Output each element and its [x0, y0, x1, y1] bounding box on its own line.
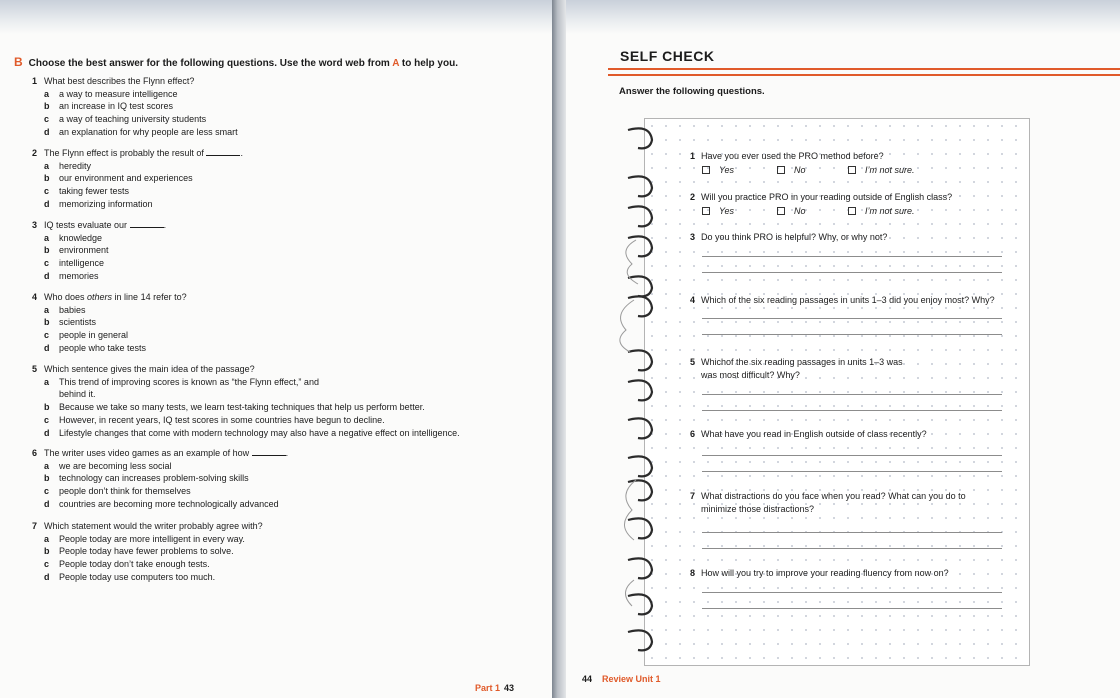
answer-line[interactable] — [702, 592, 1002, 593]
answer-option[interactable]: c intelligence — [44, 258, 105, 269]
page-top-shading — [0, 0, 552, 34]
checkbox-icon — [777, 207, 785, 215]
book-gutter — [552, 0, 566, 698]
section-b-heading — [14, 55, 458, 69]
answer-option[interactable]: c people in general — [44, 330, 129, 341]
answer-option[interactable]: a we are becoming less social — [44, 460, 172, 471]
heading-start: Choose the best answer for the following questions. Use the word web from — [28, 58, 393, 69]
self-check-question-7: 7 What distractions do you face when you read? What can you do to minimize those distractions? — [690, 491, 966, 514]
heading-end: to help you. — [399, 58, 458, 69]
answer-option[interactable]: b our environment and experiences — [44, 173, 193, 184]
title-rule — [608, 68, 1120, 70]
answer-option[interactable]: d people who take tests — [44, 342, 147, 353]
answer-option[interactable]: a knowledge — [44, 232, 103, 243]
title-rule — [608, 74, 1120, 76]
question-text: Which statement would the writer probably agree with? — [44, 521, 263, 531]
answer-option[interactable]: c people don’t think for themselves — [44, 486, 191, 497]
answer-option[interactable]: a People today are more intelligent in every way. — [44, 533, 245, 544]
question-2: 2 The Flynn effect is probably the result of . a heredity b our environment and experiences c taking fewer tests d memorizing information — [32, 148, 243, 209]
answer-line[interactable] — [702, 410, 1002, 411]
self-check-question-1: 1 Have you ever used the PRO method before? — [690, 151, 884, 161]
footer-part: Part 1 — [474, 683, 500, 693]
question-1: 1 What best describes the Flynn effect? a a way to measure intelligence b an increase in IQ test scores c a way of teaching university students d an explanation for why people are less smart — [32, 76, 238, 137]
answer-option[interactable]: d an explanation for why people are less smart — [44, 126, 238, 137]
question-3: 3 IQ tests evaluate our . a knowledge b environment c intelligence d memories — [32, 220, 167, 281]
italic-word: others — [87, 292, 113, 302]
page-number: 44 — [582, 674, 593, 684]
answer-option[interactable]: d People today use computers too much. — [44, 571, 216, 582]
answer-option[interactable]: a This trend of improving scores is known as “the Flynn effect,” and behind it. — [44, 376, 319, 400]
page-footer — [475, 683, 514, 693]
answer-option[interactable]: d Lifestyle changes that come with modern technology may also have a negative effect on intelligence. — [44, 427, 460, 438]
choice-no[interactable]: No — [777, 206, 806, 216]
footer-unit: Review Unit 1 — [602, 674, 661, 684]
answer-line[interactable] — [702, 608, 1002, 609]
question-5: 5 Which sentence gives the main idea of the passage? a This trend of improving scores is known as “the Flynn effect,” and behind it. b Because we take so many tests, we learn test-taking techniques that help us perform better. c However, in recent years, IQ test scores in some countries have begun to decline. d Lifestyle changes that come with modern technology may also have a negative effect on intelligence. — [32, 363, 499, 439]
page-number: 43 — [503, 683, 514, 693]
choice-yes[interactable]: Yes — [702, 165, 734, 175]
answer-option[interactable]: b Because we take so many tests, we learn test-taking techniques that help us perform better. — [44, 402, 425, 413]
answer-option[interactable]: d memorizing information — [44, 198, 153, 209]
self-check-question-4: 4 Which of the six reading passages in units 1–3 did you enjoy most? Why? — [690, 295, 995, 305]
checkbox-icon — [702, 207, 710, 215]
answer-option[interactable]: a heredity — [44, 160, 92, 171]
answer-option[interactable]: c taking fewer tests — [44, 186, 130, 197]
question-text: IQ tests evaluate our — [44, 220, 128, 230]
choice-yes[interactable]: Yes — [702, 206, 734, 216]
answer-option[interactable]: b an increase in IQ test scores — [44, 101, 174, 112]
self-check-question-3: 3 Do you think PRO is helpful? Why, or why not? — [690, 232, 888, 242]
section-letter: B — [14, 55, 23, 69]
checkbox-icon — [848, 207, 856, 215]
checkbox-icon — [777, 166, 785, 174]
answer-line[interactable] — [702, 471, 1002, 472]
question-text: What best describes the Flynn effect? — [44, 76, 195, 86]
answer-line[interactable] — [702, 532, 1002, 533]
answer-option[interactable]: b People today have fewer problems to solve. — [44, 546, 234, 557]
heading-ref: A — [392, 58, 400, 69]
answer-blank — [252, 448, 286, 456]
answer-option[interactable]: b environment — [44, 245, 109, 256]
answer-option[interactable]: d countries are becoming more technologically advanced — [44, 498, 279, 509]
answer-option[interactable]: c People today don’t take enough tests. — [44, 559, 210, 570]
answer-option[interactable]: a a way to measure intelligence — [44, 88, 178, 99]
choice-not-sure[interactable]: I’m not sure. — [848, 206, 915, 216]
choice-no[interactable]: No — [777, 165, 806, 175]
answer-line[interactable] — [702, 256, 1002, 257]
question-7: 7 Which statement would the writer probably agree with? a People today are more intelligent in every way. b People today have fewer problems to solve. c People today don’t take enough tests. d People today use computers too much. — [32, 521, 263, 582]
answer-line[interactable] — [702, 548, 1002, 549]
answer-option[interactable]: d memories — [44, 270, 99, 281]
spiral-binding-icon — [606, 120, 670, 660]
self-check-question-6: 6 What have you read in English outside of class recently? — [690, 429, 927, 439]
answer-blank — [130, 220, 164, 228]
answer-line[interactable] — [702, 334, 1002, 335]
answer-option[interactable]: b technology can increases problem-solving skills — [44, 473, 249, 484]
answer-line[interactable] — [702, 318, 1002, 319]
answer-blank — [206, 148, 240, 156]
self-check-title: SELF CHECK — [620, 48, 715, 64]
self-check-question-8: 8 How will you try to improve your reading fluency from now on? — [690, 568, 949, 578]
right-page — [566, 0, 1120, 698]
answer-line[interactable] — [702, 394, 1002, 395]
left-page — [0, 0, 552, 698]
question-text: The writer uses video games as an example of how — [44, 448, 250, 458]
instruction-text: Answer the following questions. — [619, 86, 765, 97]
checkbox-icon — [702, 166, 710, 174]
page-top-shading — [566, 0, 1120, 34]
question-text: Which sentence gives the main idea of the passage? — [44, 364, 255, 374]
answer-option[interactable]: b scientists — [44, 317, 97, 328]
answer-line[interactable] — [702, 272, 1002, 273]
checkbox-icon — [848, 166, 856, 174]
choice-not-sure[interactable]: I’m not sure. — [848, 165, 915, 175]
question-4: 4 Who does others in line 14 refer to? a babies b scientists c people in general d people who take tests — [32, 292, 187, 353]
self-check-question-2: 2 Will you practice PRO in your reading outside of English class? — [690, 192, 953, 202]
self-check-question-5: 5 Whichof the six reading passages in units 1–3 was was most difficult? Why? — [690, 357, 903, 380]
answer-option[interactable]: a babies — [44, 304, 86, 315]
answer-option[interactable]: c However, in recent years, IQ test scores in some countries have begun to decline. — [44, 414, 385, 425]
question-text: The Flynn effect is probably the result of — [44, 148, 204, 158]
answer-option[interactable]: c a way of teaching university students — [44, 114, 207, 125]
page-footer — [582, 674, 661, 684]
question-6: 6 The writer uses video games as an example of how . a we are becoming less social b technology can increases problem-solving skills c people don’t think for themselves d countries are becoming more technologically advanced — [32, 448, 289, 509]
answer-line[interactable] — [702, 455, 1002, 456]
